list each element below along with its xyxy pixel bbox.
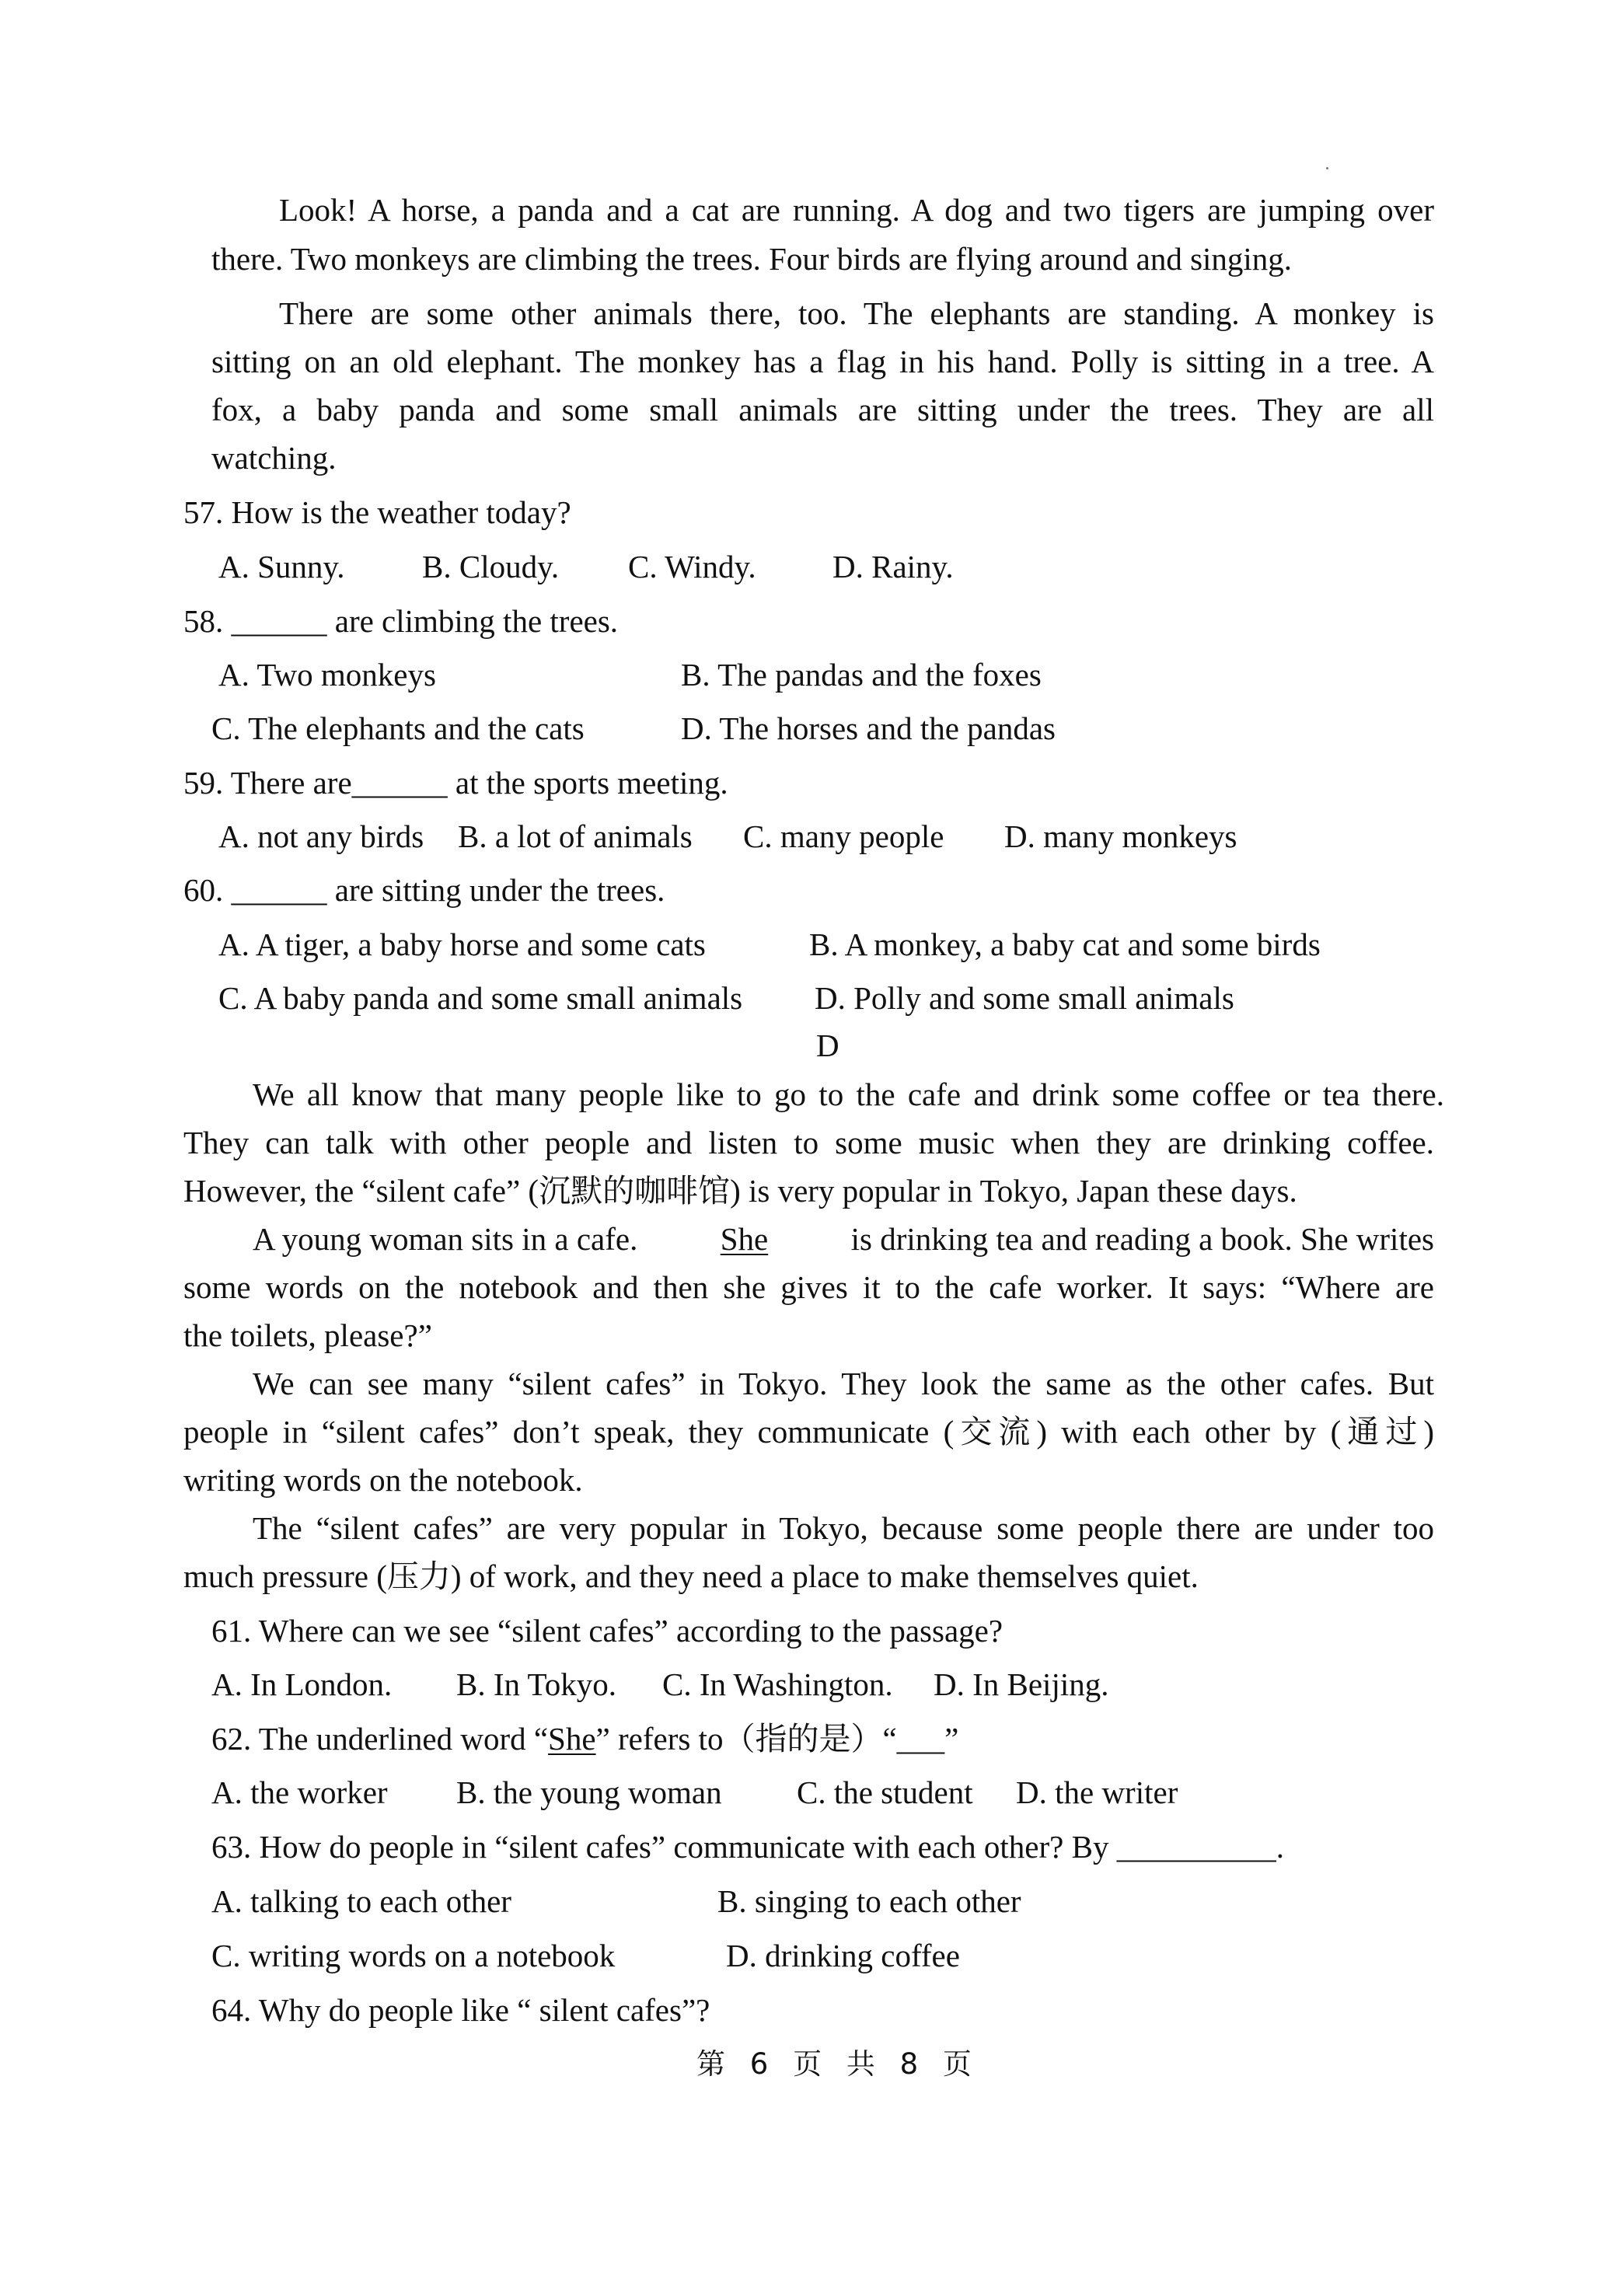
q61-option-b: B. In Tokyo. [456,1666,616,1702]
question-64-stem: 64. Why do people like “ silent cafes”? [211,1992,710,2028]
passage-d-line: writing words on the notebook. [183,1462,583,1498]
question-61-stem: 61. Where can we see “silent cafes” according to the passage? [211,1613,1003,1649]
q61-option-d: D. In Beijing. [934,1666,1109,1702]
question-59-stem: 59. There are______ at the sports meeting. [183,765,728,801]
passage-c-line: Look! A horse, a panda and a cat are running. A dog and two tigers are jumping over [279,192,1434,228]
q61-option-a: A. In London. [211,1666,393,1702]
passage-d-line: the toilets, please?” [183,1317,432,1353]
passage-d-line: much pressure (压力) of work, and they need a place to make themselves quiet. [183,1558,1199,1594]
passage-c-line: There are some other animals there, too. The elephants are standing. A monkey is [279,295,1434,331]
q63-option-d: D. drinking coffee [726,1938,960,1973]
passage-d-line: some words on the notebook and then she gives it to the cafe worker. It says: “Where are [183,1269,1434,1305]
q58-option-d: D. The horses and the pandas [681,710,1056,746]
q58-option-a: A. Two monkeys [218,657,436,693]
underlined-word-she: She [720,1221,769,1257]
q58-option-b: B. The pandas and the foxes [681,657,1042,693]
q57-option-c: C. Windy. [628,549,756,584]
page-footer: 第 6 页 共 8 页 [696,2047,979,2081]
q62-option-b: B. the young woman [456,1774,722,1810]
q60-option-d: D. Polly and some small animals [815,980,1234,1016]
passage-c-line: fox, a baby panda and some small animals are sitting under the trees. They are all [211,392,1434,427]
q62-stem-text: 62. The underlined word “ [211,1721,549,1757]
scan-speck [1326,167,1328,169]
q59-option-c: C. many people [743,818,944,854]
passage-d-line: We can see many “silent cafes” in Tokyo. They look the same as the other cafes. But [253,1366,1434,1401]
passage-c-line: watching. [211,440,337,476]
q61-option-c: C. In Washington. [662,1666,893,1702]
question-57-stem: 57. How is the weather today? [183,494,571,530]
q59-option-b: B. a lot of animals [458,818,693,854]
q63-option-c: C. writing words on a notebook [211,1938,616,1973]
question-63-stem: 63. How do people in “silent cafes” communicate with each other? By __________. [211,1829,1284,1865]
section-d-label: D [816,1028,839,1063]
q62-stem-text: ” refers to（指的是）“___” [595,1721,959,1757]
q58-option-c: C. The elephants and the cats [211,710,585,746]
question-60-stem: 60. ______ are sitting under the trees. [183,872,665,908]
q59-option-d: D. many monkeys [1004,818,1237,854]
q63-option-a: A. talking to each other [211,1883,511,1919]
q57-option-a: A. Sunny. [218,549,345,584]
passage-d-line: people in “silent cafes” don’t speak, they communicate (交流) with each other by (通过) [183,1414,1434,1450]
q62-underlined-she: She [548,1721,596,1757]
passage-d-text: is drinking tea and reading a book. She writes [850,1221,1434,1257]
passage-d-line: However, the “silent cafe” (沉默的咖啡馆) is very popular in Tokyo, Japan these days. [183,1173,1297,1209]
q62-option-a: A. the worker [211,1774,388,1810]
q62-option-d: D. the writer [1016,1774,1178,1810]
passage-d-text: A young woman sits in a cafe. [253,1221,638,1257]
passage-d-line: We all know that many people like to go to the cafe and drink some coffee or tea there. [253,1076,1444,1112]
passage-c-line: sitting on an old elephant. The monkey has a flag in his hand. Polly is sitting in a tree. A [211,344,1434,379]
passage-d-line: They can talk with other people and listen to some music when they are drinking coffee. [183,1125,1434,1160]
q63-option-b: B. singing to each other [717,1883,1021,1919]
q57-option-b: B. Cloudy. [422,549,560,584]
q62-option-c: C. the student [797,1774,973,1810]
q57-option-d: D. Rainy. [832,549,954,584]
q60-option-c: C. A baby panda and some small animals [218,980,743,1016]
q60-option-a: A. A tiger, a baby horse and some cats [218,926,706,962]
passage-d-line [253,1217,1434,1261]
passage-c-line: there. Two monkeys are climbing the trees. Four birds are flying around and singing. [211,241,1293,277]
question-62-stem [211,1717,958,1760]
q60-option-b: B. A monkey, a baby cat and some birds [809,926,1321,962]
question-58-stem: 58. ______ are climbing the trees. [183,603,619,639]
q59-option-a: A. not any birds [218,818,424,854]
passage-d-line: The “silent cafes” are very popular in Tokyo, because some people there are under too [253,1510,1434,1546]
